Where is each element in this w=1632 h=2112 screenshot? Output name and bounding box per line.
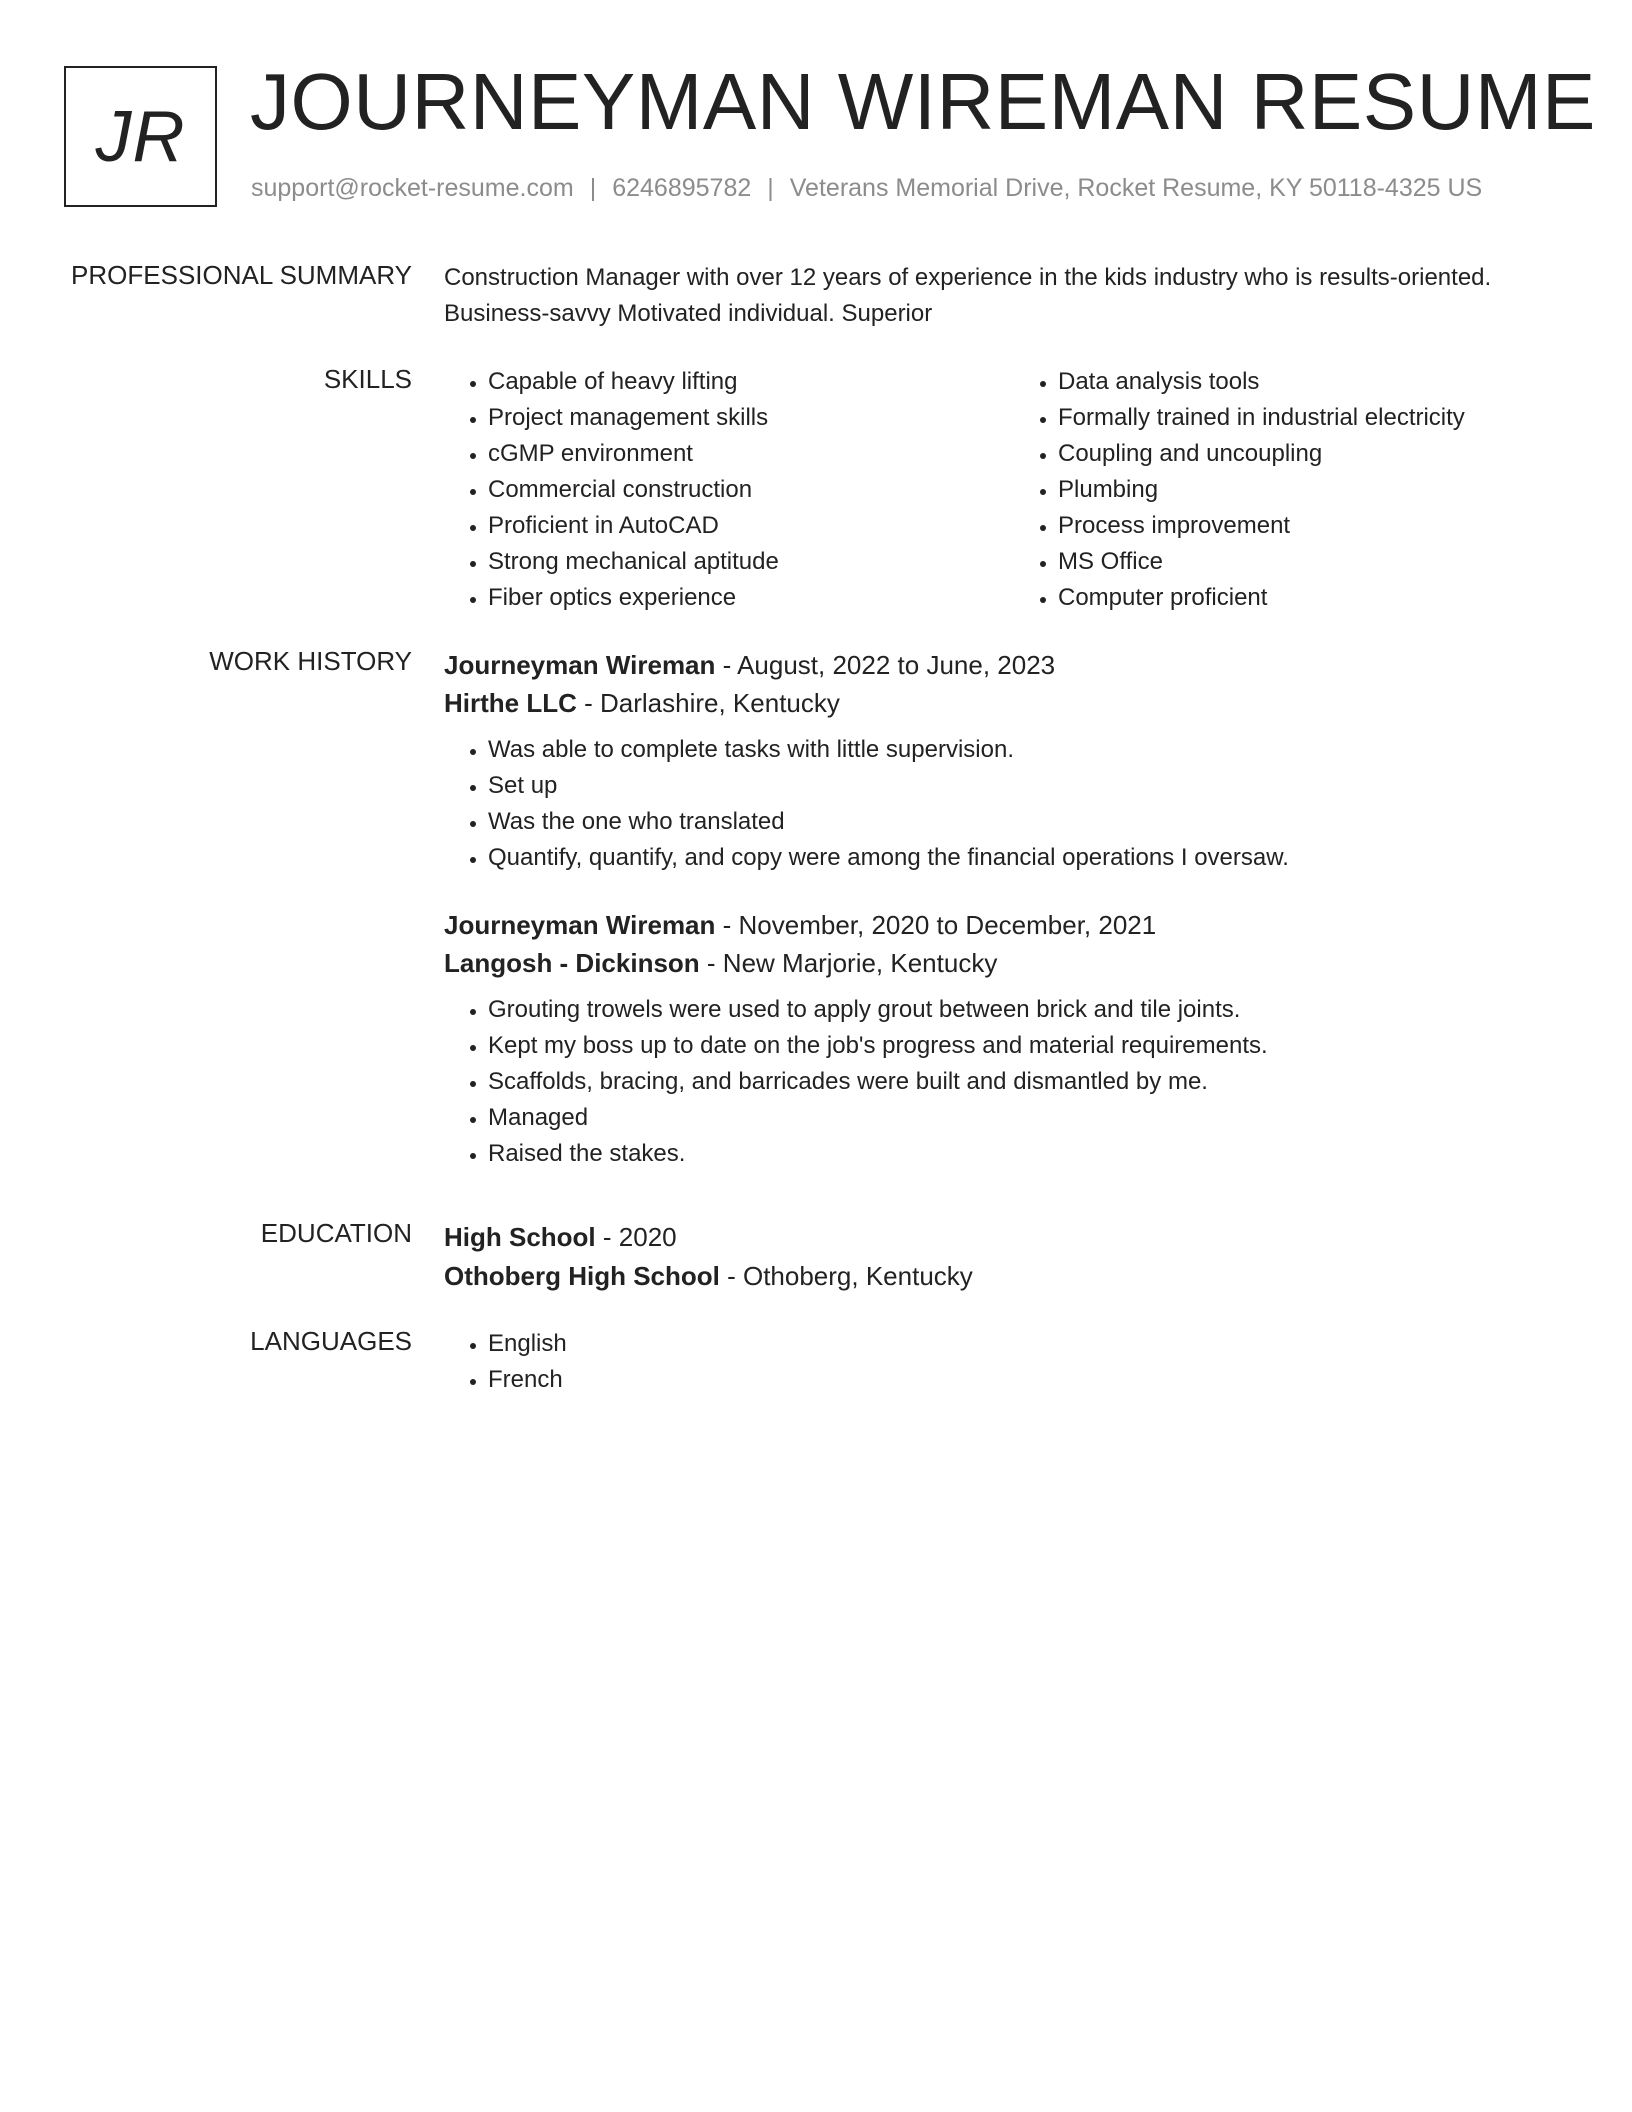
skill-item: • Strong mechanical aptitude xyxy=(488,544,1014,580)
job-dates: - August, 2022 to June, 2023 xyxy=(715,650,1056,680)
skill-item: • Commercial construction xyxy=(488,472,1014,508)
graduation-year: - 2020 xyxy=(595,1222,677,1252)
job-title-line xyxy=(444,906,1584,944)
summary-line: Construction Manager with over 12 years of experience in the kids industry who is results-oriented. xyxy=(444,264,1492,291)
section-label-education: EDUCATION xyxy=(260,1218,412,1248)
job-dates: - November, 2020 to December, 2021 xyxy=(715,910,1157,940)
skill-item: • Capable of heavy lifting xyxy=(488,364,1014,400)
monogram: JR xyxy=(64,66,217,207)
skill-item: • Formally trained in industrial electricity xyxy=(1058,400,1584,436)
section-label-languages: LANGUAGES xyxy=(250,1326,412,1356)
email[interactable]: support@rocket-resume.com xyxy=(251,174,574,202)
job-duties xyxy=(444,992,1584,1172)
school-line xyxy=(444,1257,1584,1296)
job-location: - New Marjorie, Kentucky xyxy=(699,948,998,978)
duty-item: • Scaffolds, bracing, and barricades were built and dismantled by me. xyxy=(488,1064,1584,1100)
separator: | xyxy=(589,174,597,202)
language-item: • English xyxy=(488,1326,1584,1362)
languages-list xyxy=(444,1326,1584,1398)
job-title: Journeyman Wireman xyxy=(444,650,716,680)
resume-title: JOURNEYMAN WIREMAN RESUME xyxy=(250,57,1596,146)
degree-line xyxy=(444,1218,1584,1257)
duty-item: • Was able to complete tasks with little supervision. xyxy=(488,732,1584,768)
skill-item: • cGMP environment xyxy=(488,436,1014,472)
job-entry xyxy=(444,646,1584,876)
school-name: Othoberg High School xyxy=(444,1261,720,1291)
skill-item: • Data analysis tools xyxy=(1058,364,1584,400)
duty-item: • Raised the stakes. xyxy=(488,1136,1584,1172)
company-name: Hirthe LLC xyxy=(444,688,577,718)
contact-line xyxy=(251,174,1482,203)
skill-item: • Project management skills xyxy=(488,400,1014,436)
school-location: - Othoberg, Kentucky xyxy=(719,1261,973,1291)
skill-item: • Plumbing xyxy=(1058,472,1584,508)
section-label-skills: SKILLS xyxy=(323,364,412,394)
separator: | xyxy=(767,174,774,202)
skills-list-left xyxy=(444,364,1014,616)
address: Veterans Memorial Drive, Rocket Resume, KY 50118-4325 US xyxy=(789,174,1483,202)
language-item: • French xyxy=(488,1362,1584,1398)
job-location: - Darlashire, Kentucky xyxy=(576,688,840,718)
summary-line: Business-savvy Motivated individual. Superior xyxy=(444,300,933,327)
duty-item: • Managed xyxy=(488,1100,1584,1136)
section-label-summary: PROFESSIONAL SUMMARY xyxy=(71,260,412,290)
skill-item: • MS Office xyxy=(1058,544,1584,580)
job-company-line xyxy=(444,684,1584,722)
job-duties xyxy=(444,732,1584,876)
job-title-line xyxy=(444,646,1584,684)
job-title: Journeyman Wireman xyxy=(444,910,716,940)
skill-item: • Process improvement xyxy=(1058,508,1584,544)
company-name: Langosh - Dickinson xyxy=(444,948,700,978)
skill-item: • Fiber optics experience xyxy=(488,580,1014,616)
section-label-work: WORK HISTORY xyxy=(209,646,412,676)
job-entry xyxy=(444,906,1584,1172)
duty-item: • Was the one who translated xyxy=(488,804,1584,840)
phone[interactable]: 6246895782 xyxy=(612,174,752,202)
duty-item: • Set up xyxy=(488,768,1584,804)
skill-item: • Coupling and uncoupling xyxy=(1058,436,1584,472)
duty-item: • Kept my boss up to date on the job's progress and material requirements. xyxy=(488,1028,1584,1064)
skill-item: • Proficient in AutoCAD xyxy=(488,508,1014,544)
skill-item: • Computer proficient xyxy=(1058,580,1584,616)
duty-item: • Quantify, quantify, and copy were among the financial operations I oversaw. xyxy=(488,840,1584,876)
job-company-line xyxy=(444,944,1584,982)
skills-list-right xyxy=(1014,364,1584,616)
degree: High School xyxy=(444,1222,596,1252)
duty-item: • Grouting trowels were used to apply grout between brick and tile joints. xyxy=(488,992,1584,1028)
